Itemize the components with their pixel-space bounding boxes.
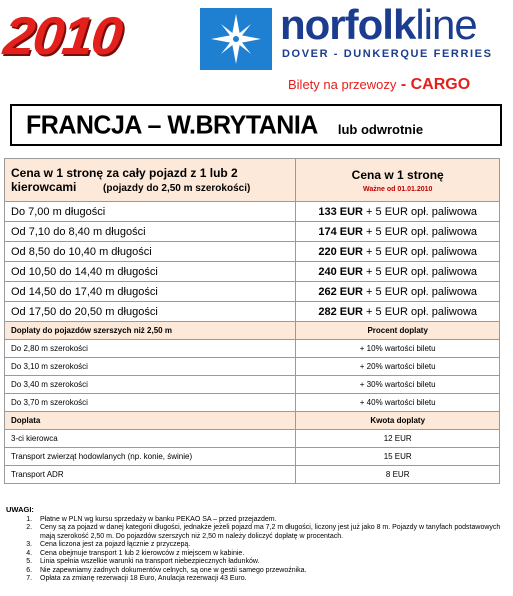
- note-item: 5. Linia spełnia wszelkie warunki na transport niebezpiecznych ładunków.: [34, 558, 506, 567]
- extra-value: 8 EUR: [296, 466, 500, 484]
- brand-name-bold: norfolk: [280, 1, 416, 48]
- price-value: 262 EUR: [318, 285, 363, 298]
- length-label: Od 8,50 do 10,40 m długości: [5, 242, 296, 262]
- header-vehicle-note: (pojazdy do 2,50 m szerokości): [103, 183, 251, 194]
- note-item: 1. Płatne w PLN wg kursu sprzedaży w banku PEKAO SA – przed przejazdem.: [34, 516, 506, 525]
- price-row: [5, 202, 500, 222]
- price-row: [5, 222, 500, 242]
- fuel-surcharge: + 5 EUR opł. paliwowa: [366, 205, 478, 218]
- length-label: Od 7,10 do 8,40 m długości: [5, 222, 296, 242]
- brand-name: [280, 1, 477, 48]
- brand-name-light: line: [415, 1, 477, 48]
- year-heading: 2010: [0, 5, 124, 66]
- width-value: + 40% wartości biletu: [296, 394, 500, 412]
- width-value: + 20% wartości biletu: [296, 358, 500, 376]
- note-item: 3. Cena liczona jest za pojazd łącznie z przyczepą.: [34, 541, 506, 550]
- price-value: 282 EUR: [318, 305, 363, 318]
- header-price-text: Cena w 1 stronę: [351, 167, 444, 182]
- route-subtitle: lub odwrotnie: [337, 121, 424, 137]
- price-value: 174 EUR: [318, 225, 363, 238]
- note-item: 6. Nie zapewniamy żadnych dokumentów celnych, są one w gestii samego przewoźnika.: [34, 567, 506, 576]
- price-value: 133 EUR: [318, 205, 363, 218]
- price-cell: [296, 202, 500, 222]
- extra-value: 15 EUR: [296, 448, 500, 466]
- price-table-header: [5, 159, 500, 202]
- note-item: 7. Opłata za zmianę rezerwacji 18 Euro, Anulacja rezerwacji 43 Euro.: [34, 575, 506, 584]
- price-cell: [296, 282, 500, 302]
- notes-list: [6, 516, 506, 584]
- length-label: Od 17,50 do 20,50 m długości: [5, 302, 296, 322]
- brand-subtitle: DOVER - DUNKERQUE FERRIES: [282, 48, 493, 60]
- extra-value: 12 EUR: [296, 430, 500, 448]
- width-value: + 30% wartości biletu: [296, 376, 500, 394]
- route-box: [10, 104, 502, 146]
- price-row: [5, 262, 500, 282]
- fuel-surcharge: + 5 EUR opł. paliwowa: [366, 305, 478, 318]
- length-label: Do 7,00 m długości: [5, 202, 296, 222]
- extra-section-right: Kwota doplaty: [296, 412, 500, 430]
- route-title: FRANCJA – W.BRYTANIA: [26, 109, 318, 140]
- norfolkline-logo: [200, 8, 272, 70]
- width-section-title: Doplaty do pojazdów szerszych niż 2,50 m: [5, 322, 296, 340]
- fuel-surcharge: + 5 EUR opł. paliwowa: [366, 225, 478, 238]
- extra-label: Transport ADR: [5, 466, 296, 484]
- price-cell: [296, 262, 500, 282]
- width-label: Do 3,40 m szerokości: [5, 376, 296, 394]
- notes: [6, 506, 506, 584]
- price-row: [5, 242, 500, 262]
- price-value: 240 EUR: [318, 265, 363, 278]
- width-value: + 10% wartości biletu: [296, 340, 500, 358]
- star-icon: [209, 12, 263, 66]
- extra-label: 3-ci kierowca: [5, 430, 296, 448]
- width-row: [5, 340, 500, 358]
- note-item: 4. Cena obejmuje transport 1 lub 2 kierowców z miejscem w kabinie.: [34, 550, 506, 559]
- extra-row: [5, 448, 500, 466]
- extra-row: [5, 466, 500, 484]
- price-row: [5, 302, 500, 322]
- length-label: Od 14,50 do 17,40 m długości: [5, 282, 296, 302]
- fuel-surcharge: + 5 EUR opł. paliwowa: [366, 245, 478, 258]
- tagline-text: Bilety na przewozy: [288, 77, 397, 92]
- price-value: 220 EUR: [318, 245, 363, 258]
- header-vehicle-cell: [5, 159, 296, 202]
- width-section-right: Procent doplaty: [296, 322, 500, 340]
- width-label: Do 3,70 m szerokości: [5, 394, 296, 412]
- header-vehicle-text: Cena w 1 stronę za cały pojazd z 1 lub 2 kierowcami: [11, 166, 238, 194]
- valid-from-text: Ważne od 01.01.2010: [363, 185, 433, 193]
- price-cell: [296, 242, 500, 262]
- tagline-dash: -: [396, 76, 411, 93]
- header-price-cell: [296, 159, 500, 202]
- note-item: 2. Ceny są za pojazd w danej kategorii długości, jednakże jeżeli pojazd ma 7,2 m długości, liczony jest już jako 8 m. Pojazdy w tanyfach podstawowych mają szerokość 2,50 m. Do pojazdów szerszych niż 2,50 m należy doliczyć dopłatę w procentach.: [34, 524, 506, 541]
- width-label: Do 2,80 m szerokości: [5, 340, 296, 358]
- length-label: Od 10,50 do 14,40 m długości: [5, 262, 296, 282]
- extra-section-header: [5, 412, 500, 430]
- price-row: [5, 282, 500, 302]
- price-cell: [296, 222, 500, 242]
- width-row: [5, 358, 500, 376]
- width-row: [5, 376, 500, 394]
- price-table: [4, 158, 500, 484]
- extra-label: Transport zwierząt hodowlanych (np. konie, świnie): [5, 448, 296, 466]
- price-cell: [296, 302, 500, 322]
- notes-title: UWAGI:: [6, 505, 34, 514]
- fuel-surcharge: + 5 EUR opł. paliwowa: [366, 285, 478, 298]
- tagline: [288, 76, 470, 94]
- width-row: [5, 394, 500, 412]
- extra-row: [5, 430, 500, 448]
- extra-section-title: Doplata: [5, 412, 296, 430]
- tagline-cargo: CARGO: [410, 76, 471, 93]
- width-label: Do 3,10 m szerokości: [5, 358, 296, 376]
- width-section-header: [5, 322, 500, 340]
- fuel-surcharge: + 5 EUR opł. paliwowa: [366, 265, 478, 278]
